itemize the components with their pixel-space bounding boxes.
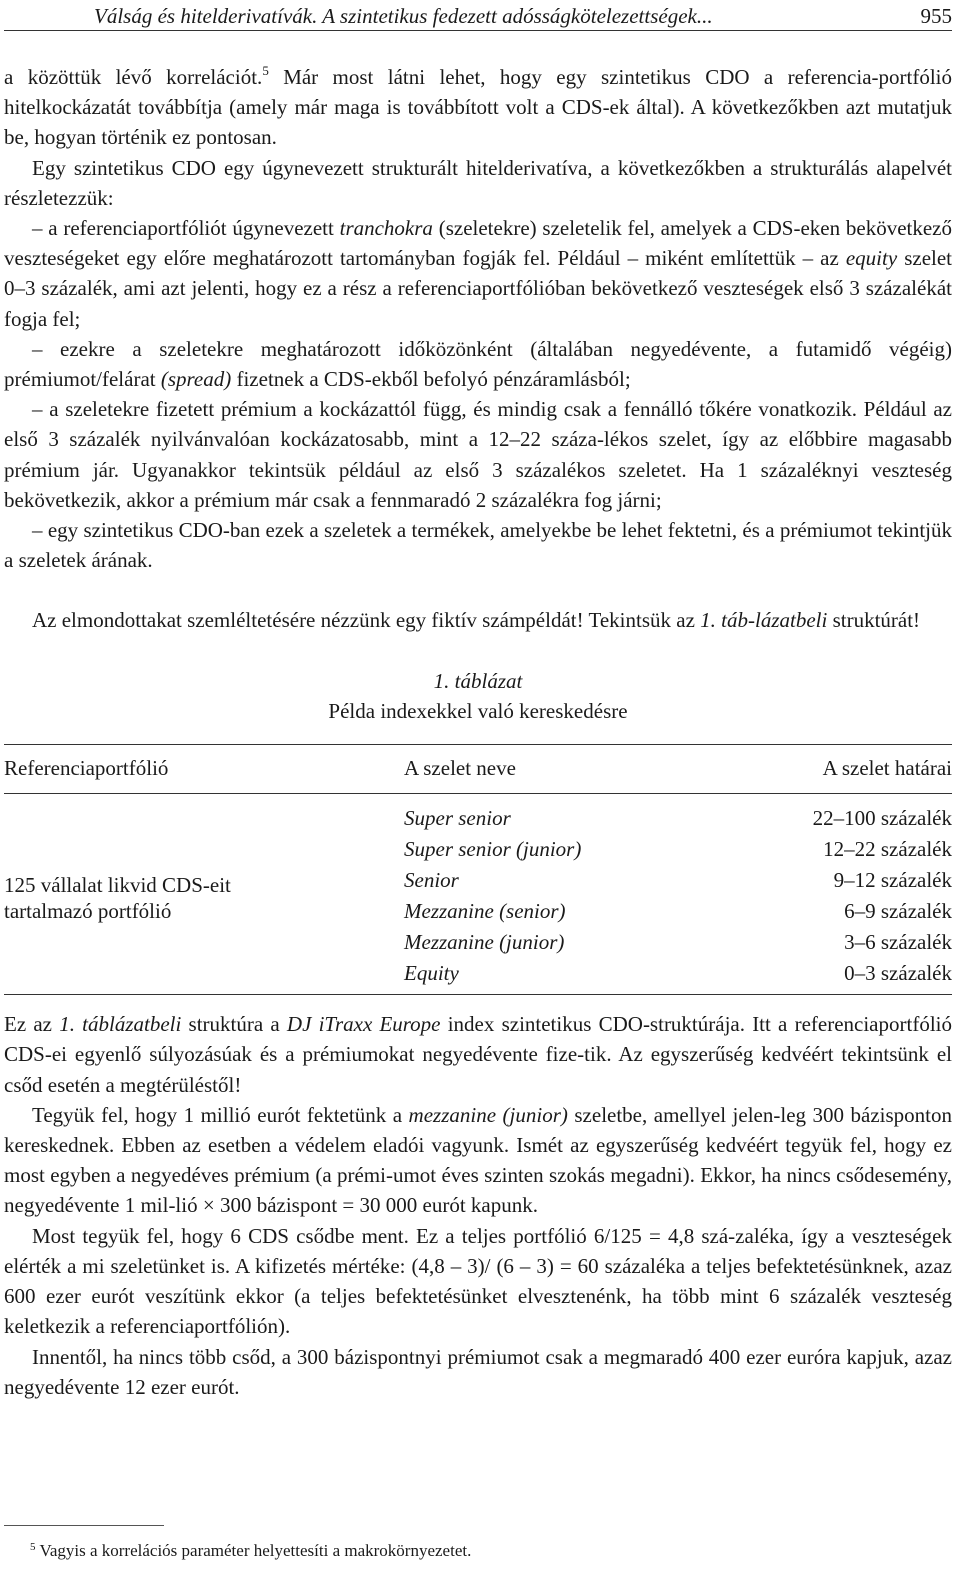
list-item-risk: – a szeletekre fizetett prémium a kockázattól függ, és mindig csak a fennálló tőkére vonatkozik. Például az első 3 százalék nyilvánvalóan kockázatosabb, mint a 12–22 száza-lékos szelet, így az előbbire magasabb prémium jár. Ugyanakkor tekintsük például az első 3 százalékos szeletet. Ha 1 százaléknyi veszteség bekövetkezik, akkor a prémium már csak a fennmaradó 2 százalékra fog járni; bbox=[4, 397, 952, 512]
tranche-name: Mezzanine (junior) bbox=[404, 929, 565, 954]
page-header bbox=[4, 0, 952, 31]
tranche-range: 22–100 százalék bbox=[812, 805, 952, 830]
footnote-ref-5[interactable]: 5 bbox=[262, 63, 269, 78]
tranche-range: 9–12 százalék bbox=[833, 867, 952, 892]
tranche-name: Super senior (junior) bbox=[404, 836, 582, 861]
paragraph-example-intro: Az elmondottakat szemléltetésére nézzünk egy fiktív számpéldát! Tekintsük az 1. táb-lázatbeli struktúrát! bbox=[32, 608, 921, 633]
running-head: Válság és hitelderivatívák. A szintetikus fedezett adósságkötelezettségek... bbox=[94, 4, 713, 28]
tranche-name: Senior bbox=[404, 867, 459, 892]
tranche-range: 3–6 százalék bbox=[844, 929, 952, 954]
list-item-products: – egy szintetikus CDO-ban ezek a szeletek a termékek, amelyekbe be lehet fektetni, és a prémiumot tekintjük a szeletek árának. bbox=[4, 518, 952, 573]
tranche-table bbox=[4, 744, 952, 995]
table-row bbox=[4, 794, 952, 834]
footnote-divider bbox=[4, 1525, 164, 1526]
paragraph-remaining: Innentől, ha nincs több csőd, a 300 bázispontnyi prémiumot csak a megmaradó 400 ezer euróra kapjuk, azaz negyedévente 12 ezer eurót. bbox=[4, 1344, 952, 1399]
paragraph-structure: Ez az 1. táblázatbeli struktúra a DJ iTraxx Europe index szintetikus CDO-struktúrája. Itt a referenciaportfólió CDS-ei egyenlő súlyozásúak és a prémiumokat negyedévente fize-tik. Az egyszerűség kedvéért tekintsünk el csőd esetén a megtérüléstől! bbox=[4, 1012, 952, 1097]
page-number: 955 bbox=[920, 4, 952, 28]
tranche-name: Super senior bbox=[404, 805, 511, 830]
footnote: $^5$ Vagyis a korrelációs paraméter helyettesíti a makrokörnyezetet. bbox=[30, 1541, 472, 1560]
paragraph-investment: Tegyük fel, hogy 1 millió eurót fektetünk a mezzanine (junior) szeletbe, amellyel jelen-leg 300 bázisponton kereskednek. Ebben az esetben a védelem eladói vagyunk. Ismét az egyszerűség kedvéért tegyük fel, hogy ez most egyben a negyedéves prémium (a prémi-umot éves szinten szokás megadni). Ekkor, ha nincs csődesemény, negyedévente 1 mil-lió × 300 bázispont = 30 000 eurót kapunk. bbox=[4, 1102, 952, 1218]
footnote-mark: 5 bbox=[30, 1541, 36, 1553]
reference-portfolio-cell: 125 vállalat likvid CDS-eit tartalmazó portfólió bbox=[4, 873, 231, 924]
column-header-tranche: A szelet neve bbox=[404, 745, 711, 794]
tranche-name: Mezzanine (senior) bbox=[404, 898, 566, 923]
table-title: Példa indexekkel való kereskedésre bbox=[328, 698, 628, 723]
list-item-tranches: – a referenciaportfóliót úgynevezett tranchokra (szeletekre) szeletelik fel, amelyek a CDS-eken bekövetkező veszteségeket egy előre meghatározott tartományban fogják fel. Például – miként említettük – az equity szelet 0–3 százalék, ami azt jelenti, hogy ez a rész a referenciaportfólióban bekövetkező veszteségek első 3 százalékát fogja fel; bbox=[4, 216, 953, 331]
table-caption bbox=[4, 666, 952, 726]
column-header-bounds: A szelet határai bbox=[711, 745, 952, 794]
tranche-range: 12–22 százalék bbox=[823, 836, 952, 861]
tranche-range: 0–3 százalék bbox=[711, 957, 952, 995]
table-number: 1. táblázat bbox=[433, 668, 523, 693]
tranche-name: Equity bbox=[404, 957, 711, 995]
body-text bbox=[4, 62, 952, 1402]
table-header-row bbox=[4, 745, 952, 794]
paragraph-1: a közöttük lévő korrelációt.$^5$ Már most látni lehet, hogy egy szintetikus CDO a referencia-portfólió hitelkockázatát továbbítja (amely már maga is továbbított volt a CDS-ek által). A következőkben azt mutatjuk be, hogyan történik ez pontosan. bbox=[4, 63, 953, 150]
tranche-range: 6–9 százalék bbox=[844, 898, 952, 923]
paragraph-2: Egy szintetikus CDO egy úgynevezett strukturált hitelderivatíva, a következőkben a strukturálás alapelvét részletezzük: bbox=[4, 155, 952, 210]
paragraph-default: Most tegyük fel, hogy 6 CDS csődbe ment. Ez a teljes portfólió 6/125 = 4,8 szá-zaléka, így a veszteségek elérték a mi szeletünket is. A kifizetés mértéke: (4,8 – 3)/ (6 – 3) = 60 százaléka a teljes befektetésünknek, azaz 600 ezer eurót veszítünk ekkor (a teljes befektetésünket elvesztenénk, ha több mint 6 százalék veszteség keletkezik a referenciaportfólión). bbox=[4, 1223, 952, 1339]
list-item-premium: – ezekre a szeletekre meghatározott időközönként (általában negyedévente, a futamidő végéig) prémiumot/felárat (spread) fizetnek a CDS-ekből befolyó pénzáramlásból; bbox=[4, 336, 952, 392]
column-header-reference: Referenciaportfólió bbox=[4, 745, 404, 794]
